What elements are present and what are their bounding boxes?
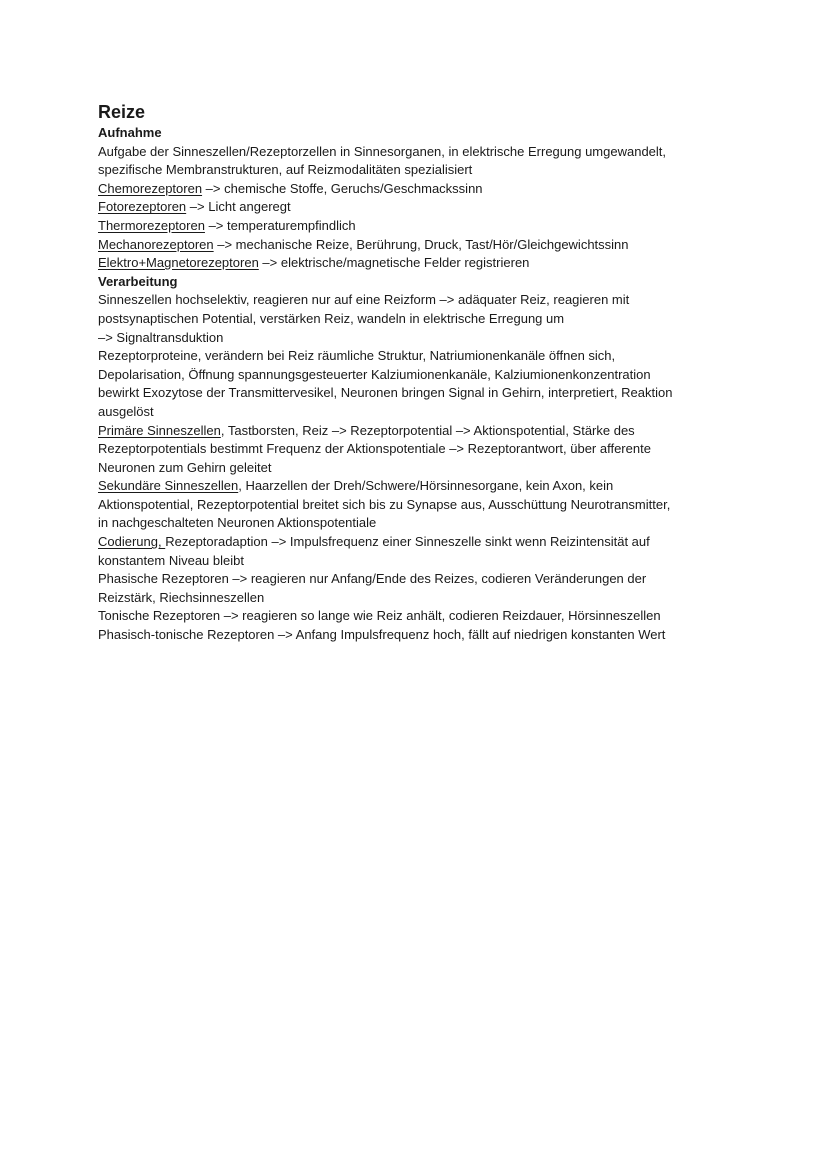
- term-underlined: Sekundäre Sinneszellen: [98, 478, 239, 494]
- page-title: Reize: [98, 102, 146, 122]
- list-item-mechanorezeptoren: [98, 236, 758, 255]
- text-line: Neuronen zum Gehirn geleitet: [98, 459, 272, 475]
- term-underlined: Fotorezeptoren: [98, 199, 187, 215]
- list-item-fotorezeptoren: [98, 198, 758, 217]
- term-description: , Haarzellen der Dreh/Schwere/Hörsinnesorgane, kein Axon, kein: [238, 478, 614, 494]
- text-line: Phasisch-tonische Rezeptoren –> Anfang Impulsfrequenz hoch, fällt auf niedrigen konstanten Wert: [98, 627, 666, 643]
- term-underlined: Thermorezeptoren: [98, 217, 205, 233]
- document-page: [98, 100, 758, 645]
- text-line: Tonische Rezeptoren –> reagieren so lange wie Reiz anhält, codieren Reizdauer, Hörsinneszellen: [98, 608, 661, 624]
- term-description: –> chemische Stoffe, Geruchs/Geschmackssinn: [202, 180, 483, 196]
- term-underlined: Chemorezeptoren: [98, 180, 203, 196]
- term-description: –> mechanische Reize, Berührung, Druck, Tast/Hör/Gleichgewichtssinn: [213, 236, 629, 252]
- term-underlined: Primäre Sinneszellen: [98, 422, 221, 438]
- text-line: Rezeptorpotentials bestimmt Frequenz der Aktionspotentiale –> Rezeptorantwort, über afferente: [98, 441, 651, 457]
- paragraph-primaere-sinneszellen: [98, 422, 758, 441]
- term-description: Rezeptoradaption –> Impulsfrequenz einer Sinneszelle sinkt wenn Reizintensität auf: [165, 534, 650, 550]
- text-line: Phasische Rezeptoren –> reagieren nur Anfang/Ende des Reizes, codieren Veränderungen der: [98, 571, 647, 587]
- text-line: Sinneszellen hochselektiv, reagieren nur auf eine Reizform –> adäquater Reiz, reagieren mit: [98, 292, 630, 308]
- text-line: –> Signaltransduktion: [98, 329, 224, 345]
- paragraph-codierung: [98, 533, 758, 552]
- list-item-chemorezeptoren: [98, 180, 758, 199]
- text-line: Aktionspotential, Rezeptorpotential breitet sich bis zu Synapse aus, Ausschüttung Neurotransmitter,: [98, 496, 671, 512]
- text-line: spezifische Membranstrukturen, auf Reizmodalitäten spezialisiert: [98, 162, 473, 178]
- text-line: Reizstärk, Riechsinneszellen: [98, 589, 265, 605]
- term-description: –> elektrische/magnetische Felder registrieren: [258, 255, 530, 271]
- text-line: postsynaptischen Potential, verstärken Reiz, wandeln in elektrische Erregung um: [98, 310, 565, 326]
- term-description: , Tastborsten, Reiz –> Rezeptorpotential –> Aktionspotential, Stärke des: [220, 422, 635, 438]
- term-description: –> Licht angeregt: [186, 199, 291, 215]
- section-heading-verarbeitung: Verarbeitung: [98, 273, 178, 289]
- list-item-elektro-magnetorezeptoren: [98, 254, 758, 273]
- text-line: in nachgeschalteten Neuronen Aktionspotentiale: [98, 515, 377, 531]
- text-line: konstantem Niveau bleibt: [98, 552, 244, 568]
- term-description: –> temperaturempfindlich: [204, 217, 356, 233]
- text-line: bewirkt Exozytose der Transmittervesikel, Neuronen bringen Signal in Gehirn, interpretiert, Reaktion: [98, 385, 673, 401]
- term-underlined: Elektro+Magnetorezeptoren: [98, 255, 259, 271]
- section-heading-aufnahme: Aufnahme: [98, 125, 162, 140]
- text-line: Aufgabe der Sinneszellen/Rezeptorzellen in Sinnesorganen, in elektrische Erregung umgewandelt,: [98, 143, 667, 159]
- text-line: Depolarisation, Öffnung spannungsgesteuerter Kalziumionenkanäle, Kalziumionenkonzentration: [98, 366, 651, 382]
- text-line: Rezeptorproteine, verändern bei Reiz räumliche Struktur, Natriumionenkanäle öffnen sich,: [98, 348, 616, 364]
- term-underlined: Mechanorezeptoren: [98, 236, 214, 252]
- term-underlined: Codierung,: [98, 534, 166, 550]
- text-line: ausgelöst: [98, 403, 154, 419]
- paragraph-sekundaere-sinneszellen: [98, 477, 758, 496]
- list-item-thermorezeptoren: [98, 217, 758, 236]
